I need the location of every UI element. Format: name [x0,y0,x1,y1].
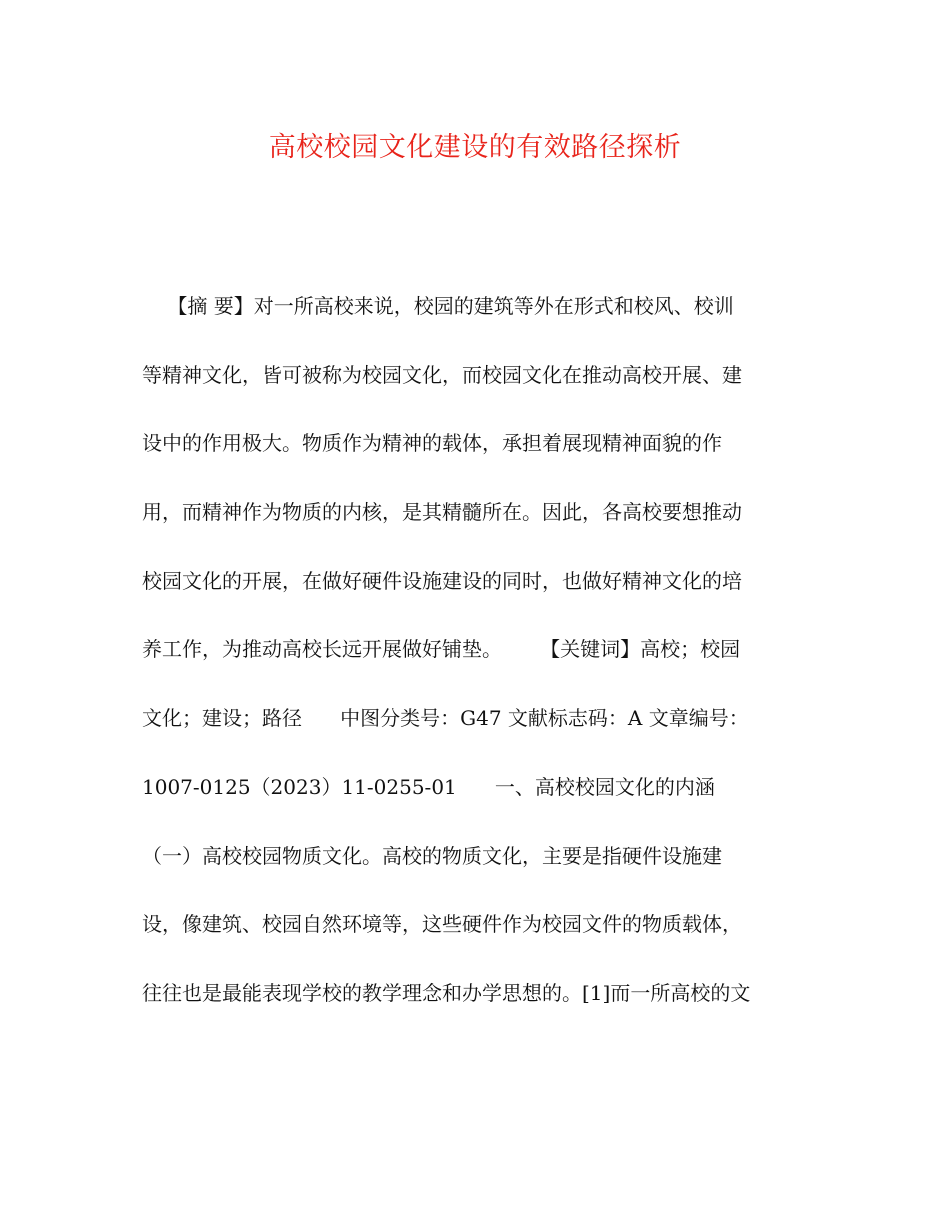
body-line: 设，像建筑、校园自然环境等，这些硬件作为校园文件的物质载体， [142,912,742,937]
body-line: （一）高校校园物质文化。高校的物质文化，主要是指硬件设施建 [142,843,722,868]
body-line: 【摘 要】对一所高校来说，校园的建筑等外在形式和校风、校训 [142,294,734,318]
document-title: 高校校园文化建设的有效路径探析 [268,132,682,163]
body-line: 等精神文化，皆可被称为校园文化，而校园文化在推动高校开展、建 [142,362,742,387]
body-line: 养工作，为推动高校长远开展做好铺垫。 【关键词】高校；校园 [142,637,741,662]
body-line: 用，而精神作为物质的内核，是其精髓所在。因此，各高校要想推动 [142,500,742,525]
body-line: 校园文化的开展，在做好硬件设施建设的同时，也做好精神文化的培 [142,568,742,593]
body-line: 设中的作用极大。物质作为精神的载体，承担着展现精神面貌的作 [142,431,722,456]
body-line: 往往也是最能表现学校的教学理念和办学思想的。[1]而一所高校的文 [142,980,751,1005]
body-line: 文化；建设；路径 中图分类号：G47 文献标志码：A 文章编号： [142,706,749,731]
body-line: 1007-0125（2023）11-0255-01 一、高校校园文化的内涵 [142,774,715,799]
document-body [142,286,812,1042]
